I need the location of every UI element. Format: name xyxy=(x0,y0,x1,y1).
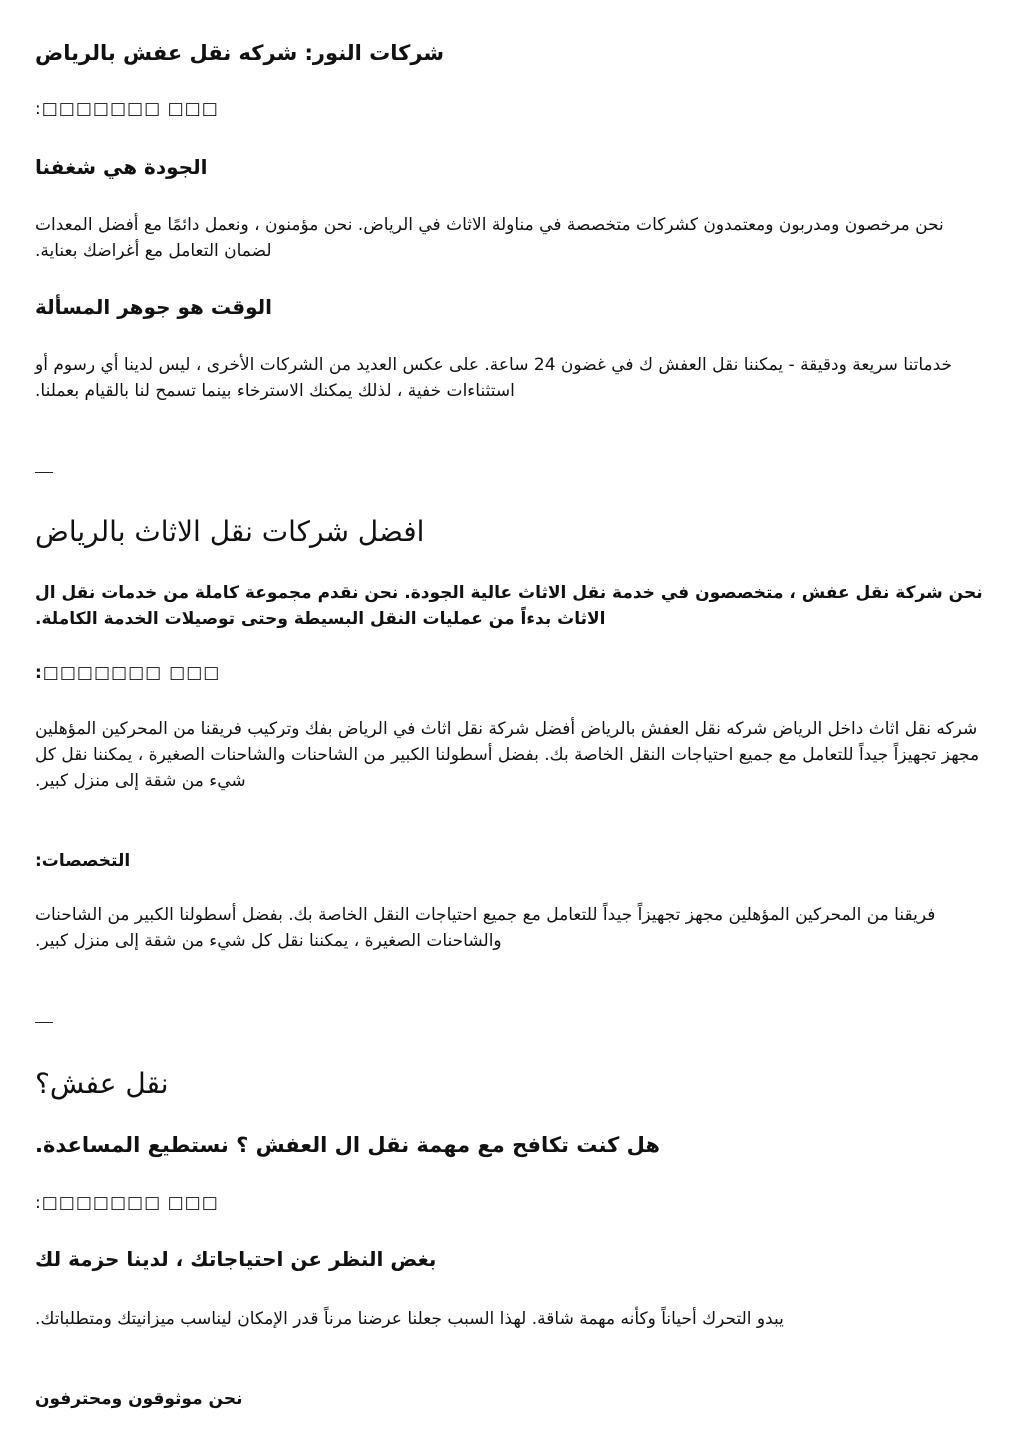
section-heading-quality: الجودة هي شغفنا xyxy=(35,155,208,179)
section-text-package: يبدو التحرك أحياناً وكأنه مهمة شاقة. لهذا السبب جعلنا عرضنا مرناً قدر الإمكان ليناسب ميزانيتك ومتطلباتك. xyxy=(35,1309,784,1329)
specialties-text: فريقنا من المحركين المؤهلين مجهز تجهيزاً جيداً للتعامل مع جميع احتياجات النقل الخاصة بك. بفضل أسطولنا الكبير من الشاحنات والشاحنات الصغيرة ، يمكننا نقل كل شيء من شقة إلى منزل كبير. xyxy=(35,905,936,951)
section-heading-reliable: نحن موثوقون ومحترفون xyxy=(35,1389,243,1409)
placeholder-line: □□□ □□□□□□□: xyxy=(35,1193,219,1213)
description-text: شركه نقل اثاث داخل الرياض شركه نقل العفش بالرياض أفضل شركة نقل اثاث في الرياض بفك وتركيب فريقنا من المحركين المؤهلين مجهز تجهيزاً جيداً للتعامل مع جميع احتياجات النقل الخاصة بك. بفضل أسطولنا الكبير من الشاحنات والشاحنات الصغيرة ، يمكننا نقل كل شيء من شقة إلى منزل كبير. xyxy=(35,719,980,791)
page-title: شركات النور: شركه نقل عفش بالرياض xyxy=(35,41,445,65)
specialties-label: التخصصات: xyxy=(35,851,131,871)
section-text-quality: نحن مرخصون ومدربون ومعتمدون كشركات متخصصة في مناولة الاثاث في الرياض. نحن مؤمنون ، ونعمل دائمًا مع أفضل المعدات لضمان التعامل مع أغراضك بعناية. xyxy=(35,215,944,261)
question-subheading: هل كنت تكافح مع مهمة نقل ال العفش ؟ نستطيع المساعدة. xyxy=(35,1133,660,1157)
section-text-time: خدماتنا سريعة ودقيقة - يمكننا نقل العفش ك في غضون 24 ساعة. على عكس العديد من الشركات الأخرى ، ليس لدينا أي رسوم أو استثناءات خفية ، لذلك يمكنك الاسترخاء بينما تسمح لنا بالقيام بعملنا. xyxy=(35,355,953,401)
intro-text: نحن شركة نقل عفش ، متخصصون في خدمة نقل الاثاث عالية الجودة. نحن نقدم مجموعة كاملة من خدمات نقل ال الاثاث بدءاً من عمليات النقل البسيطة وحتى توصيلات الخدمة الكاملة. xyxy=(35,583,983,629)
section-heading-package: بغض النظر عن احتياجاتك ، لدينا حزمة لك xyxy=(35,1247,437,1271)
divider xyxy=(35,1022,53,1023)
section-heading-time: الوقت هو جوهر المسألة xyxy=(35,295,273,319)
placeholder-line: □□□ □□□□□□□: xyxy=(35,99,219,119)
placeholder-line: □□□ □□□□□□□: xyxy=(35,663,221,683)
divider xyxy=(35,472,53,473)
question-heading: نقل عفش؟ xyxy=(35,1067,169,1100)
main-heading: افضل شركات نقل الاثاث بالرياض xyxy=(35,515,425,548)
